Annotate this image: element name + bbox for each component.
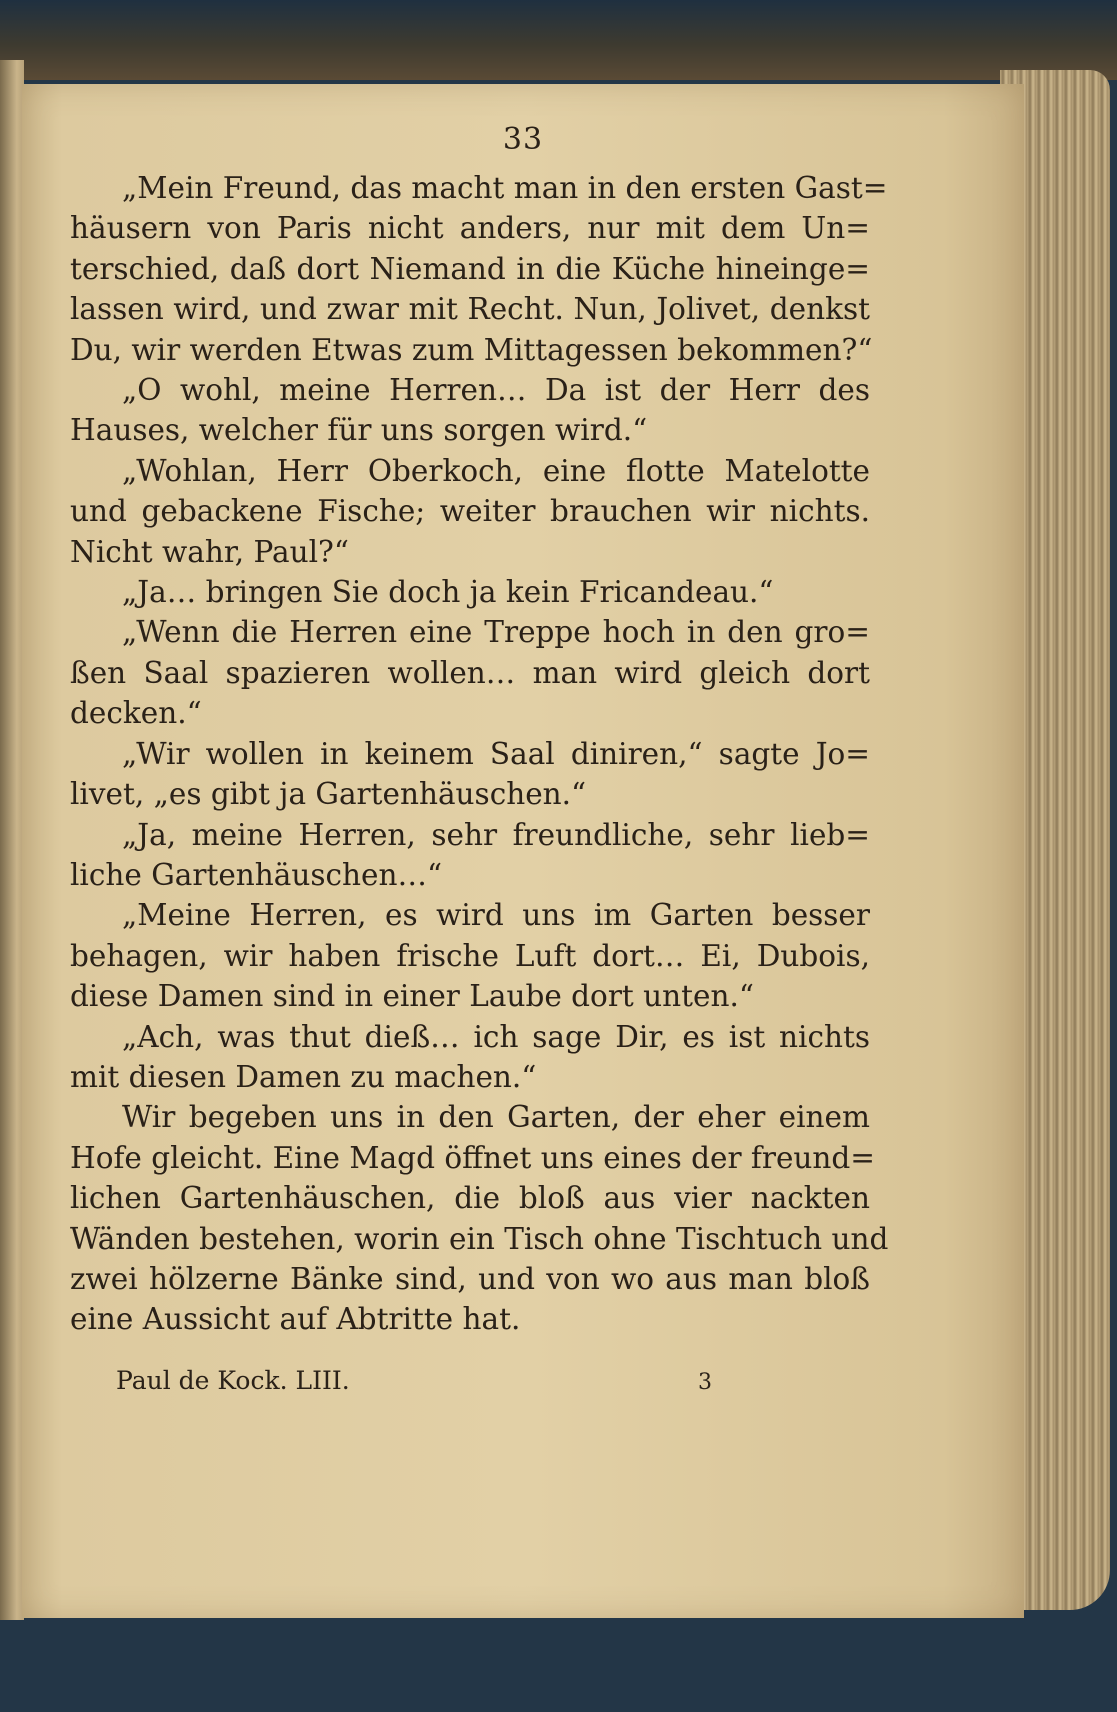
- text-line: Hofe gleicht. Eine Magd öffnet uns eines der freund=: [70, 1140, 876, 1175]
- text-line: Wir begeben uns in den Garten, der eher einem: [122, 1100, 870, 1135]
- text-line: Wänden bestehen, worin ein Tisch ohne Tischtuch und: [70, 1221, 889, 1256]
- text-line: „Mein Freund, das macht man in den ersten Gast=: [122, 171, 888, 205]
- text-line: „Wohlan, Herr Oberkoch, eine flotte Matelotte: [122, 453, 870, 488]
- text-line: und gebackene Fische; weiter brauchen wir nichts.: [70, 494, 870, 529]
- text-line: Du, wir werden Etwas zum Mittagessen bekommen?“: [70, 332, 873, 367]
- book-cover-edge: [0, 60, 24, 1620]
- text-line: „Wenn die Herren eine Treppe hoch in den gro=: [122, 615, 870, 650]
- text-line: diese Damen sind in einer Laube dort unten.“: [70, 979, 754, 1014]
- text-line: liche Gartenhäuschen…“: [70, 857, 443, 892]
- text-line: lichen Gartenhäuschen, die bloß aus vier nackten: [70, 1181, 870, 1216]
- printer-signature: Paul de Kock. LIII.: [116, 1366, 350, 1395]
- text-line: „Ja… bringen Sie doch ja kein Fricandeau.“: [122, 575, 774, 610]
- text-line: „Wir wollen in keinem Saal diniren,“ sagte Jo=: [122, 736, 870, 771]
- text-line: „Ja, meine Herren, sehr freundliche, sehr lieb=: [122, 817, 870, 852]
- text-line: decken.“: [70, 696, 202, 731]
- text-line: terschied, daß dort Niemand in die Küche hineinge=: [70, 251, 870, 286]
- text-line: Hauses, welcher für uns sorgen wird.“: [70, 413, 648, 448]
- text-line: „Meine Herren, es wird uns im Garten besser: [122, 898, 870, 933]
- text-line: zwei hölzerne Bänke sind, und von wo aus man bloß: [70, 1261, 870, 1296]
- book-page: [22, 84, 1024, 1618]
- page-number: 33: [502, 122, 544, 157]
- text-line: häusern von Paris nicht anders, nur mit dem Un=: [70, 211, 870, 246]
- text-line: Nicht wahr, Paul?“: [70, 534, 349, 569]
- sheet-number: 3: [698, 1370, 712, 1395]
- text-line: mit diesen Damen zu machen.“: [70, 1059, 537, 1094]
- book-top-edge: [0, 0, 1117, 80]
- body-text: [70, 168, 889, 1340]
- text-line: livet, „es gibt ja Gartenhäuschen.“: [70, 777, 587, 812]
- text-line: behagen, wir haben frische Luft dort… Ei, Dubois,: [70, 938, 870, 973]
- text-line: „Ach, was thut dieß… ich sage Dir, es ist nichts: [122, 1019, 870, 1054]
- text-line: ßen Saal spazieren wollen… man wird gleich dort: [70, 655, 870, 690]
- text-line: lassen wird, und zwar mit Recht. Nun, Jolivet, denkst: [70, 292, 870, 327]
- text-line: „O wohl, meine Herren… Da ist der Herr des: [122, 373, 870, 408]
- text-line: eine Aussicht auf Abtritte hat.: [70, 1302, 521, 1337]
